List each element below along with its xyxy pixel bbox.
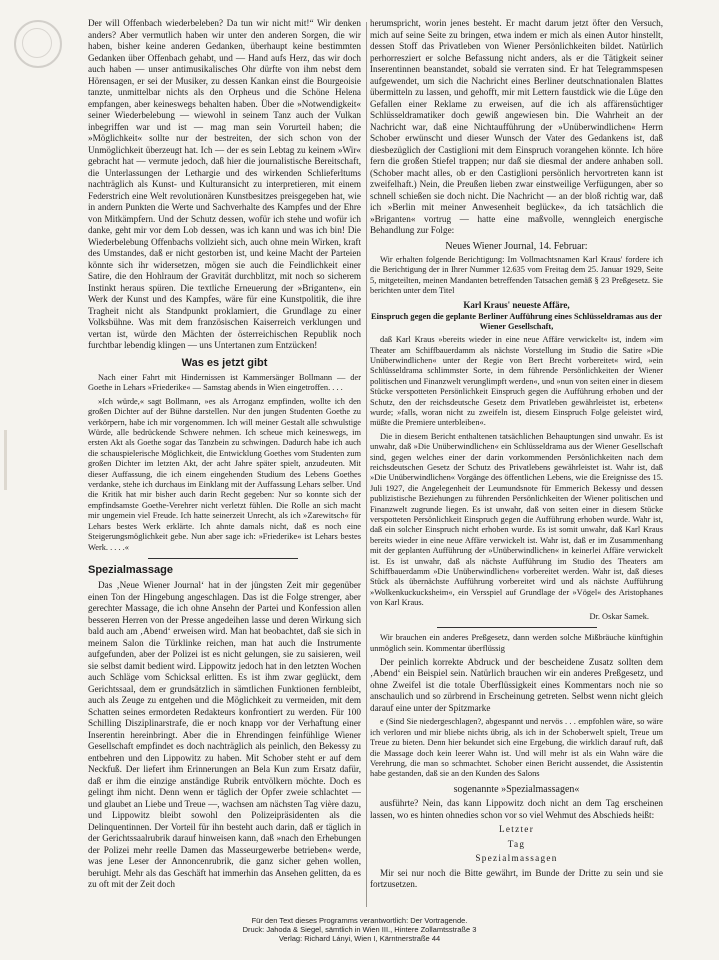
- verse-line: Spezialmassagen: [475, 853, 558, 864]
- section-rule-right: [437, 627, 597, 628]
- verse-line: Tag: [507, 838, 526, 849]
- quoted-headline: Karl Kraus' neueste Affäre,: [463, 299, 570, 310]
- footer-line: Druck: Jahoda & Siegel, sämtlich in Wien III., Hintere Zollamtsstraße 3: [242, 924, 477, 934]
- section-rule: [148, 558, 298, 559]
- left-intro-paragraph: Der will Offenbach wiederbeleben? Da tun wir nicht mit!“ Wir denken anders? Aber vermutlich haben wir unter den anderen Sorgen, die wir haben, bisher keine anderen Gedanken, überhaupt keine bestimmten Gedanken über Offenbach gehabt, und — Hand aufs Herz, das wir doch auch haben — unser antimusikalisches Ohr dürfte von ihm nebst dem Hörensagen, er sei der Musiker, zu dessen Kankan einst die Bourgeoisie tanzte, unmittelbar nichts als den Orpheus und die Schöne Helena empfangen, aber keineswegs behalten haben. Über die »Notwendigkeit« seiner Wiederbelebung — wiewohl in seinem Tanz auch der Vulkan inbegriffen war und ist — mag man sein Vorurteil haben; die »Möglichkeit« sollte nur der bestreiten, der sich schon von der Unmöglichkeit überzeugt hat. Ich — der es sein Lebtag zu keinem »Wir« gebracht hat — vermute jedoch, daß hier die journalistische Bereitschaft, die Unterlassungen der Lethargie und des wirkenden Schlieferltums nachträglich als Kunst- und Kulturansicht zu interpretieren, mit einem Federstrich eine Welt revolutionären Kunstbesitzes preisgegeben hat, wie in andern Punkten die Werte und Sachverhalte des Kampfes und der Ehre von Mitkämpfern. Und der Schutz dessen, wofür ich stehe und wofür ich danke, geht mir vor dem Lob dessen, was ich kann und was ich bin! Die Wiederbelebung Offenbachs vollzieht sich, auch ohne mein Wirken, kraft des Umstandes, daß er nicht gestorben ist, und keine Macht der Parteien könnte sich ihr widersetzen, mögen sie auch die Feindlichkeit einer Satire, die den Hohlraum der Gravität durchblitzt, mit noch so sicherem Instinkt heraus spüren. Die textliche Erneuerung der »Briganten«, ein Werk der Kunst und des Kampfes, wäre für eine Kunstpolitik, die ihre Tragheit nicht als Standpunkt proklamiert, die Grundlage zu einer Volksbühne. Was mit dem französischen Kaiserreich verklungen und vertan ist, würde den Mächten der österreichischen Republik noch furchtbar lebendig klingen — uns Untertanen zum Entzücken!: [88, 18, 361, 350]
- correction-intro: Wir erhalten folgende Berichtigung: Im Vollmachtsnamen Karl Kraus' fordere ich die Berichtigung der in Ihrer Nummer 12.635 vom Freitag dem 25. Januar 1929, Seite 5, mitgeteilten, meinen Mandanten betreffenden Tatsachen gemäß § 23 Preßgesetz. Sie berichten unter dem Titel: [370, 255, 663, 296]
- footer-line: Verlag: Richard Lányi, Wien I, Kärntnerstraße 44: [278, 933, 441, 943]
- correction-quote: daß Karl Kraus »bereits wieder in eine neue Affäre verwickelt« ist, indem »im Theater am Schiffbauerdamm als nächste Vorstellung im Studio die Satire »Die Unüberwindlichen« unter der Regie von Bert Brecht vorbereitet« wird, »ein Schlüsseldrama schlimmster Sorte, in dem führende Persönlichkeiten der Wiener politischen und Finanzwelt verunglimpft werden«, und »nun von seiten einer in diesem Stücke verspotteten Persönlichkeit Einspruch gegen die Aufführung erhoben und der Schutz, den der reichsdeutsche Gesetz dem Privatleben gewährleistet ist, erbeten« wurde; »falls, woran nicht zu zweifeln ist, diesem Einspruch Folge geleistet wird, müßte die Premiere unterbleiben«.: [370, 335, 663, 428]
- right-closing-paragraph: ausführte? Nein, das kann Lippowitz doch nicht an dem Tag erscheinen lassen, wo es hinten ohnedies schon vor so viel Wehmut des Abschieds heißt:: [370, 798, 663, 820]
- press-law-note: Wir brauchen ein anderes Preßgesetz, dann werden solche Mißbräuche künftighin unmöglich sein. Kommentar überflüssig: [370, 633, 663, 653]
- imprint-footer: [0, 917, 719, 943]
- right-column: [370, 18, 663, 894]
- left-column: [88, 18, 361, 894]
- column-divider: [366, 22, 367, 907]
- heading-spezialmassage: Spezialmassage: [88, 563, 173, 576]
- right-ad-paragraph: e (Sind Sie niedergeschlagen?, abgespannt und nervös . . . empfohlen wäre, so wäre ich verloren und mir bliebe nichts übrig, als ich in der Schoberwelt spielt, Treue um Treue zu bieten. Denn hier bekundet sich eine Ergebung, die wirklich darauf ruft, daß die Massage doch kein leerer Wahn ist. Und will mehr ist als ein Wahn wäre die Verehrung, die man so schmachtet. Schober einen Bericht aussendet, die Assistentin habe gestanden, daß sie an den Kunden des Salons: [370, 717, 663, 779]
- left-quote-paragraph: »Ich würde,« sagt Bollmann, »es als Arroganz empfinden, wollte ich den großen Dichter auf der Bühne darstellen. Nur den jungen Studenten Goethe zu verkörpern, habe ich mir vorgenommen. Ich will meiner Gestalt alle schwulstige Würde, alle bedrückende Schwere nehmen. Ich scheue mich keineswegs, im ersten Akt als Goethe sogar das Tanzbein zu schwingen. Dadurch habe ich auch die schauspielerische Möglichkeit, die Entwicklung Goethes vom Studenten zum großen Dichter im letzten Akt, der acht Jahre später spielt, anzudeuten. Mit dieser Auffassung, die ich einem eingehenden Studium des Lebens Goethes verdanke, stehe ich durchaus im Einklang mit der Auffassung Lehars selber. Und die Kritik hat mir bisher auch darin Recht gegeben: Nur so konnte sich der empfindsamste Goethe-Verehrer nicht verletzt fühlen. Die Rolle an sich macht mir ungemein viel Freude. Ich hatte seinerzeit Unrecht, als ich »Zarewitsch« für Lehars bestes Werk erklärte. Ich ahnte damals nicht, daß es noch eine Steigerungsmöglichkeit gebe. Nun aber sage ich: »Friederike« ist Lehars bestes Werk. . . . .«: [88, 396, 361, 552]
- footer-line: Für den Text dieses Programms verantwortlich: Der Vortragende.: [251, 916, 468, 925]
- heading-was-es-jetzt-gibt: Was es jetzt gibt: [181, 356, 268, 369]
- quoted-subheadline: Einspruch gegen die geplante Berliner Aufführung eines Schlüsseldramas aus der Wiener Gesellschaft,: [371, 312, 662, 332]
- stamp-inner-ring: [22, 28, 52, 58]
- left-news-paragraph: Nach einer Fahrt mit Hindernissen ist Kammersänger Bollmann — der Goethe in Lehars »Friederike« — Samstag abends in Wien eingetroffen. . . .: [88, 373, 361, 393]
- verse-line: Letzter: [498, 824, 535, 835]
- right-final-paragraph: Mir sei nur noch die Bitte gewährt, im Bunde der Dritte zu sein und sie fortzusetzen.: [370, 867, 663, 890]
- left-massage-paragraph: Das ‚Neue Wiener Journal‘ hat in der jüngsten Zeit mir gegenüber einen Ton der Hingebung angeschlagen. Das ist die Folge strenger, aber gerechter Massage, die ich ohne Ansehn der Partei und Konfession allen besseren Herren von der Presse angedeihen lasse und deren Wirkung sich bald auch am ‚Abend‘ erweisen wird. Man hat beobachtet, daß sie sich in meinem Salon die Türklinke reichen, man hat auch die Instrumente aufgefunden, aber der Polizei ist es nicht gelungen, sie zu saisieren, weil sie selbst damit bedient wird. Lippowitz jedoch hat in den letzten Wochen auch Schläge vom Schicksal erlitten. Es ist ihm zwar geglückt, dem Gerichtssaal, dem er grundsätzlich in sämtlichen Funktionen fernbleibt, auch als Zeuge zu entgehen und die Möglichkeit zu vermeiden, mit dem Schatten seines ermordeten Redakteurs konfrontiert zu werden. Für 100 Schilling Disziplinarstrafe, die er noch knapp vor der Verhaftung einer Inserentin hereinbringt. Aber die in Ehrendingen feinfühlige Wiener Gesellschaft empfindet es doch nachträglich als peinlich, den Bekessy zu entbehren und den Lippowitz zu haben. Mit Schober steht er auf dem Neckfuß. Der liefert ihm Erinnerungen an Bela Kun zum Ersatz dafür, daß er ihm die einzige anständige Rubrik entvölkern möchte. Doch es gelingt ihm nicht. Denn wenn er täglich der Opfer zweie schlachtet — und glaubet an Liebe und Treue —, wachsen am nächsten Tag vière dazu, und Lippowitz bleibt sowohl den Polizeipräsidenten als die Delinquentinnen. Der Vorteil für ihn besteht auch darin, daß er täglich in der Gerichtssaalrubrik darauf hinweisen kann, daß »nach den Erhebungen der Polizei mehr reelle Damen das Masseurgewerbe betrieben« werde, was jene Leser der Annoncenrubrik, die ganz sicher gehen wollen, beruhigt. Mehr als das Geschäft hat immerhin das Ansehen gelitten, da es zu oft mit der Zeit doch: [88, 580, 361, 890]
- correction-body: Die in diesem Bericht enthaltenen tatsächlichen Behauptungen sind unwahr. Es ist unwahr, daß »Die Unüberwindlichen« ein Schlüsseldrama aus der Wiener Gesellschaft sind, gegen welches einer der darin vorkommenden Persönlichkeiten nach dem reichsdeutschen Gesetz der Schutz des Privatlebens gewährleistet ist. Wahr ist, daß »Die Unüberwindlichen« Vorgänge des öffentlichen Lebens, wie die Ereignisse des 15. Juli 1927, die Angelegenheit der Leumundsnote für Emmerich Bekessy und dessen publizistische Beziehungen zu führenden Persönlichkeiten der Wiener politischen und Finanzwelt zugrunde liegen. Es ist unwahr, daß von seiten einer in diesem Stücke verspotteten Persönlichkeit Einspruch gegen die Aufführung erhoben wurde. Wahr ist, daß ein solcher Einspruch nicht erhoben wurde. Es ist somit unwahr, daß Karl Kraus bereits wieder in eine neue Affäre verwickelt ist. Wahr ist, daß er im Zusammenhang mit der geplanten Aufführung der »Unüberwindlichen« in keinerlei Affäre verwickelt ist. Es ist unwahr, daß als nächste Aufführung im Studio des Theaters am Schiffbauerdamm »Die Unüberwindlichen« vorbereitet werden. Wahr ist, daß dieses Stück als übernächste Aufführung vorbereitet wird und als nächste Aufführung »Wolkenkuckucksheim«, ein Versspiel auf Grundlage der »Vögel« des Aristophanes von Karl Kraus.: [370, 431, 663, 608]
- signature: Dr. Oskar Samek.: [589, 611, 649, 621]
- right-continued-paragraph: herumspricht, worin jenes besteht. Er macht darum jetzt öfter den Versuch, mich auf seine Seite zu bringen, etwa indem er mich als einen Autor hinstellt, dessen Stoff das Privatleben von Wiener Persönlichkeiten bildet. Natürlich perhorresziert er solche Befassung nicht anders, als er die Tätigkeit seiner Inserentinnen beanstandet, sobald sie verraten sind. Er hat Telegrammspesen aufgewendet, um sich die Nachricht eines Berliner deutschnationalen Blattes übermitteln zu lassen, und gehofft, mir mit Lettern faustdick wie die Lüge den Gefallen einer Reklame zu erweisen, auf die ich als affärensüchtiger Schlüsseldramatiker doch gewiß angewiesen bin. Die Wahrheit an der Nachricht war, daß eine Nichtaufführung der »Unüberwindlichen« Herrn Schober erwünscht und dieser Wunsch der Vater des Gedankens ist, daß diesbezüglich der Castiglioni mit dem Einspruch vorangehen könnte. Ich höre fern die großen Stiefel trappen; nur daß sie diesmal der andere anhaben soll. (Schober macht alles, ob er den Castiglioni persönlich hervortreten kann ist zweifelhaft.) Nein, die Preußen lieben zwar einstweilige Verfügungen, aber so schnell schießen sie doch nicht. Die Nachricht — an der bloß richtig war, daß ich »Berlin mit meiner Anwesenheit beglücke«, da ich tatsächlich die »Briganten« vortrug — hatte eine maßvolle, wenngleich energische Behandlung zur Folge:: [370, 18, 663, 235]
- spot-mark: sogenannte »Spezialmassagen«: [453, 783, 580, 795]
- page-edge-mark: [4, 430, 7, 490]
- right-commentary-paragraph: Der peinlich korrekte Abdruck und der bescheidene Zusatz sollten dem ‚Abend‘ ein Beispiel sein. Natürlich brauchen wir ein anderes Preßgesetz, und ohne Zweifel ist die totale Überflüssigkeit eines Kommentars noch nie so anschaulich und so zürbrend in Erscheinung getreten. Selbst wenn nicht gleich darauf eine unter der Spitzmarke: [370, 656, 663, 713]
- source-citation: Neues Wiener Journal, 14. Februar:: [445, 240, 588, 252]
- library-stamp: [14, 20, 62, 68]
